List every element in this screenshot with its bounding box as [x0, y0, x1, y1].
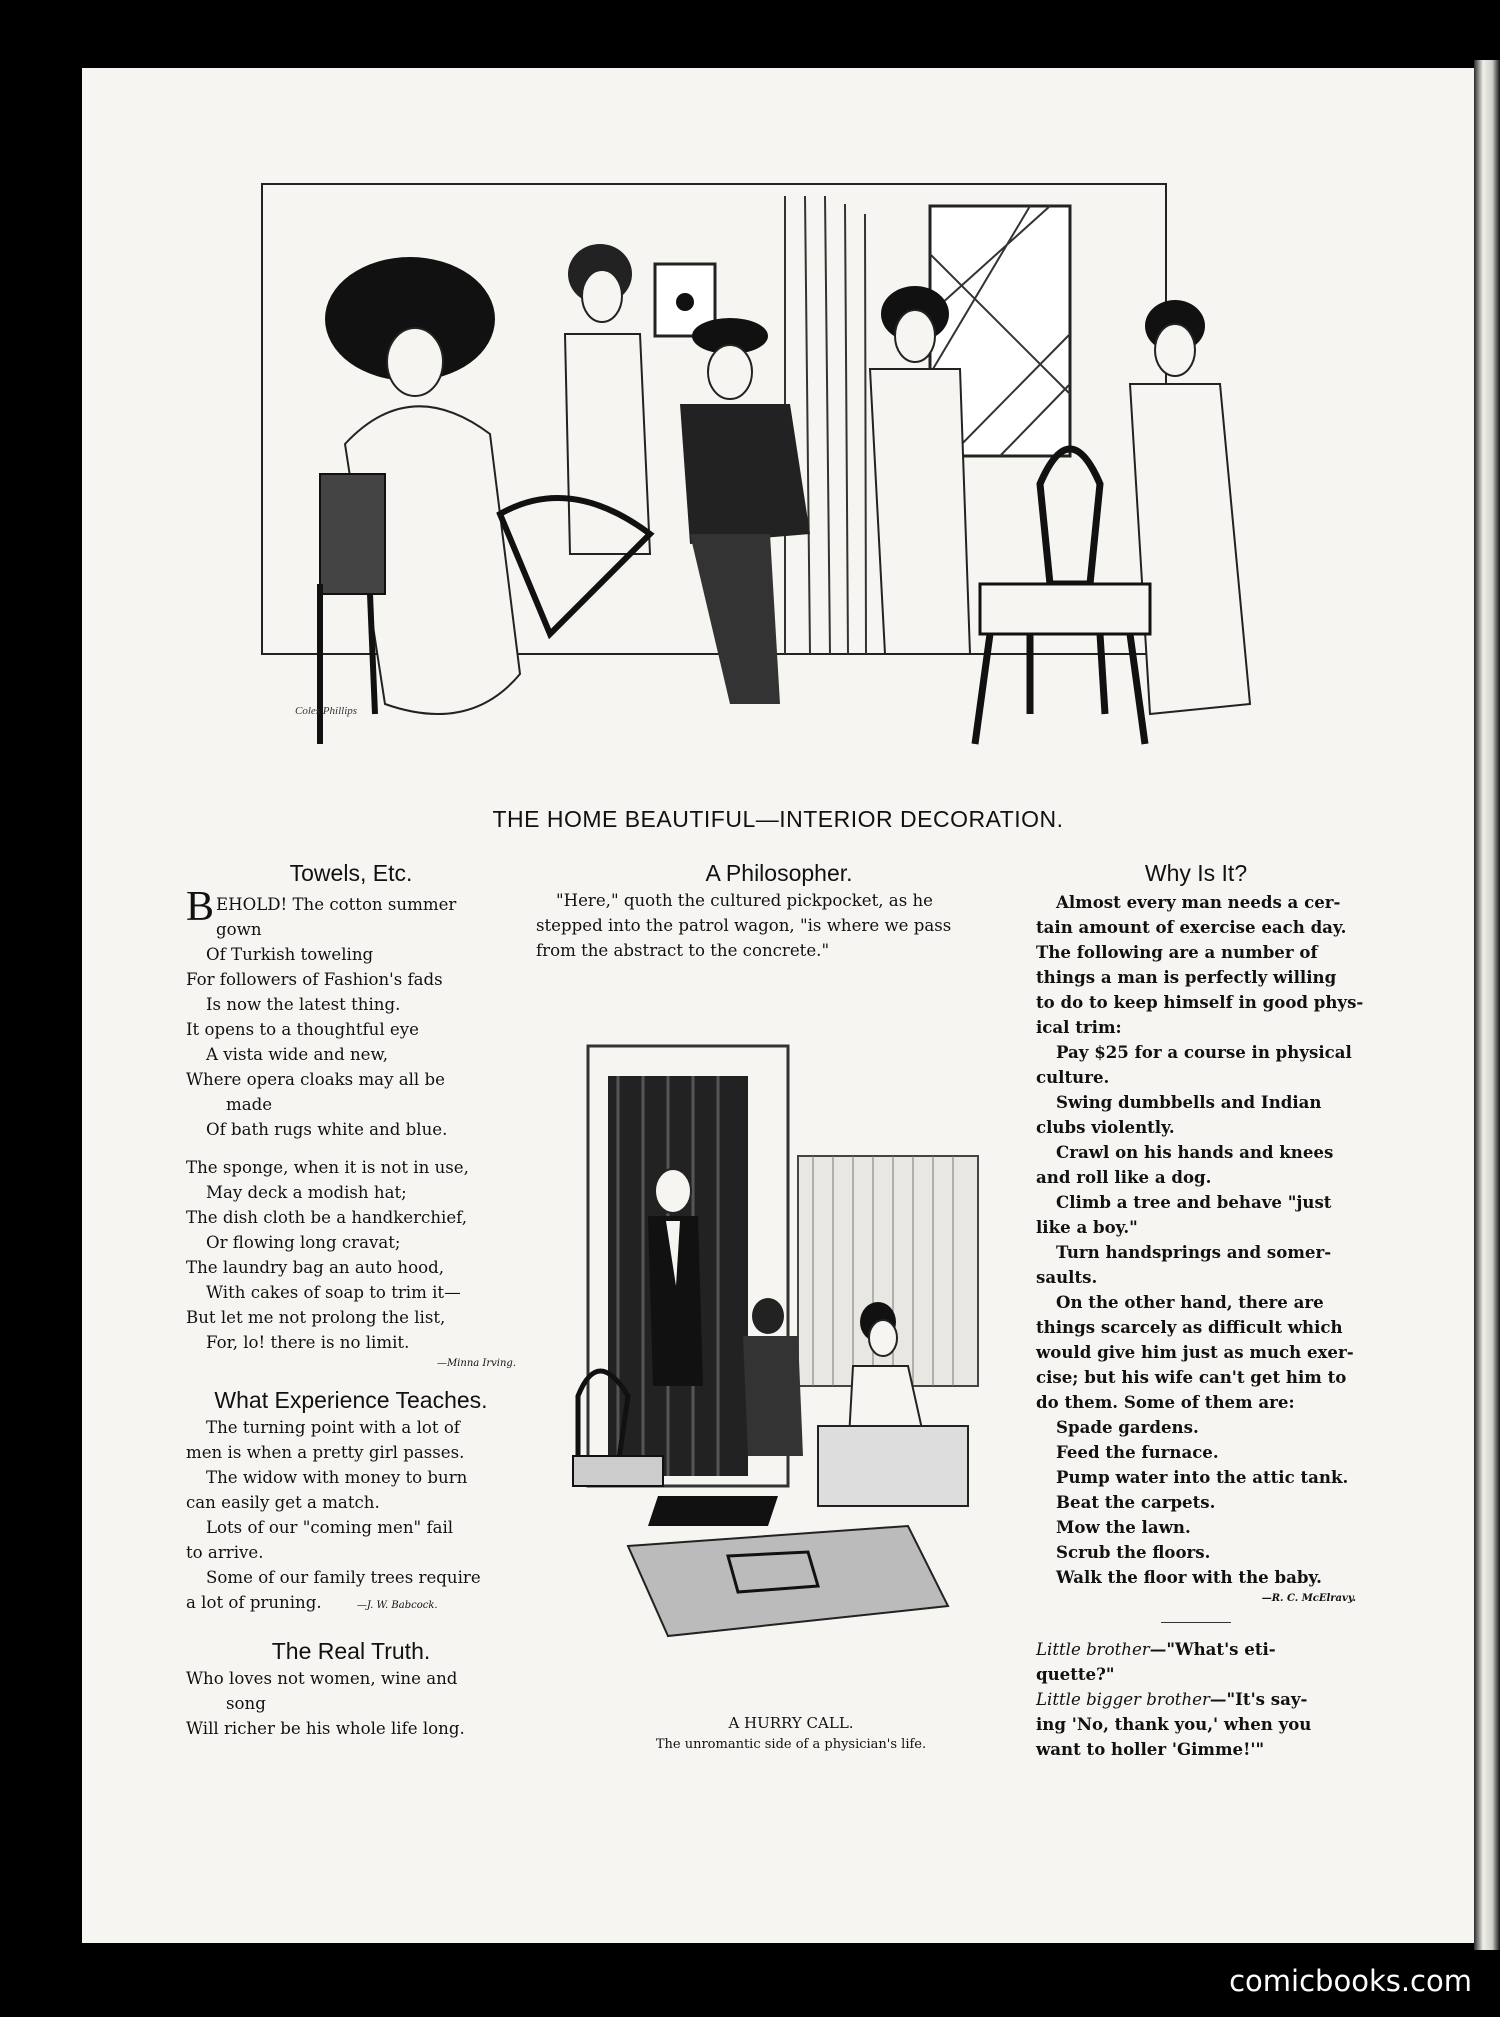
text-line: like a boy." — [1036, 1217, 1138, 1237]
poem-line: made — [226, 1095, 273, 1114]
page-binding-edge — [1474, 60, 1500, 1950]
text-line: Lots of our "coming men" fail — [206, 1518, 454, 1537]
poem-line: The dish cloth be a handkerchief, — [186, 1208, 467, 1227]
text-line: Climb a tree and behave "just — [1056, 1192, 1332, 1212]
text-line: Walk the floor with the baby. — [1056, 1567, 1322, 1587]
text-line: clubs violently. — [1036, 1117, 1175, 1137]
poem-line: Of bath rugs white and blue. — [206, 1120, 448, 1139]
text-line: —"What's eti- — [1149, 1639, 1276, 1659]
text-line: Will richer be his whole life long. — [186, 1719, 465, 1738]
text-line: tain amount of exercise each day. — [1036, 917, 1347, 937]
left-column — [186, 858, 516, 1741]
poem-line: May deck a modish hat; — [206, 1183, 407, 1202]
text-line: saults. — [1036, 1267, 1098, 1287]
poem-line: For followers of Fashion's fads — [186, 970, 443, 989]
text-line: Some of our family trees require — [206, 1568, 481, 1587]
site-watermark: comicbooks.com — [1229, 1964, 1472, 1998]
text-line: On the other hand, there are — [1056, 1292, 1324, 1312]
text-line: ical trim: — [1036, 1017, 1122, 1037]
hurry-call-title: A HURRY CALL. — [728, 1714, 854, 1732]
top-illustration-caption: THE HOME BEAUTIFUL—INTERIOR DECORATION. — [492, 806, 1064, 832]
poem-line: But let me not prolong the list, — [186, 1308, 446, 1327]
text-line: can easily get a match. — [186, 1493, 380, 1512]
why-is-it-title: Why Is It? — [1144, 860, 1248, 886]
text-line: from the abstract to the concrete." — [536, 941, 830, 960]
text-line: Who loves not women, wine and — [186, 1669, 458, 1688]
right-column — [1036, 858, 1364, 1762]
text-line: Spade gardens. — [1056, 1417, 1199, 1437]
hurry-call-caption — [548, 1713, 1034, 1755]
poem-line: With cakes of soap to trim it— — [206, 1283, 461, 1302]
text-line: stepped into the patrol wagon, "is where we pass — [536, 916, 952, 935]
interior-decoration-illustration — [170, 114, 1328, 782]
text-line: Almost every man needs a cer- — [1056, 892, 1341, 912]
text-line: Beat the carpets. — [1056, 1492, 1216, 1512]
text-line: want to holler 'Gimme!'" — [1036, 1739, 1265, 1759]
text-line: Feed the furnace. — [1056, 1442, 1219, 1462]
center-column — [536, 858, 1022, 963]
poem-line: For, lo! there is no limit. — [206, 1333, 410, 1352]
hurry-call-illustration — [548, 986, 1034, 1686]
text-line: The turning point with a lot of — [206, 1418, 460, 1437]
philosopher-title: A Philosopher. — [705, 860, 853, 886]
scan-border-left — [0, 0, 82, 2017]
text-line: Turn handsprings and somer- — [1056, 1242, 1332, 1262]
text-line: The widow with money to burn — [206, 1468, 468, 1487]
poem-line: It opens to a thoughtful eye — [186, 1020, 419, 1039]
text-line: song — [226, 1694, 266, 1713]
text-line: The following are a number of — [1036, 942, 1318, 962]
poem-line: Or flowing long cravat; — [206, 1233, 401, 1252]
text-line: to arrive. — [186, 1543, 264, 1562]
text-line: to do to keep himself in good phys- — [1036, 992, 1364, 1012]
why-is-it-author: —R. C. McElravy. — [1261, 1593, 1356, 1604]
text-line: a lot of pruning. — [186, 1593, 322, 1612]
artist-signature: Coles Phillips — [295, 705, 358, 717]
text-line: things a man is perfectly willing — [1036, 967, 1337, 987]
towels-drop-cap: B — [186, 884, 215, 930]
text-line: Pay $25 for a course in physical — [1056, 1042, 1352, 1062]
text-line: ing 'No, thank you,' when you — [1036, 1714, 1312, 1734]
text-line: Mow the lawn. — [1056, 1517, 1191, 1537]
text-line: quette?" — [1036, 1664, 1115, 1684]
text-line: men is when a pretty girl passes. — [186, 1443, 465, 1462]
towels-author: —Minna Irving. — [436, 1358, 516, 1369]
text-line: Scrub the floors. — [1056, 1542, 1211, 1562]
text-line: and roll like a dog. — [1036, 1167, 1212, 1187]
poem-line: The laundry bag an auto hood, — [186, 1258, 444, 1277]
text-line: would give him just as much exer- — [1036, 1342, 1354, 1362]
real-truth-title: The Real Truth. — [271, 1638, 431, 1664]
poem-line: EHOLD! The cotton summer — [216, 895, 457, 914]
text-line: Crawl on his hands and knees — [1056, 1142, 1334, 1162]
experience-title: What Experience Teaches. — [214, 1387, 488, 1413]
text-line: "Here," quoth the cultured pickpocket, as he — [556, 891, 933, 910]
text-line: things scarcely as difficult which — [1036, 1317, 1343, 1337]
experience-author: —J. W. Babcock. — [356, 1600, 438, 1611]
hurry-call-subtitle: The unromantic side of a physician's life. — [655, 1737, 927, 1752]
poem-line: Of Turkish toweling — [206, 945, 374, 964]
text-line: cise; but his wife can't get him to — [1036, 1367, 1347, 1387]
text-line: —"It's say- — [1209, 1689, 1308, 1709]
scan-border-top — [0, 0, 1500, 68]
poem-line: gown — [216, 920, 262, 939]
speaker-label: Little brother — [1036, 1640, 1150, 1659]
poem-line: The sponge, when it is not in use, — [186, 1158, 469, 1177]
divider — [1161, 1622, 1231, 1623]
text-line: Pump water into the attic tank. — [1056, 1467, 1349, 1487]
speaker-label: Little bigger brother — [1036, 1690, 1210, 1709]
text-line: Swing dumbbells and Indian — [1056, 1092, 1322, 1112]
text-line: culture. — [1036, 1067, 1110, 1087]
poem-line: Where opera cloaks may all be — [186, 1070, 445, 1089]
poem-line: Is now the latest thing. — [206, 995, 401, 1014]
towels-title: Towels, Etc. — [289, 860, 413, 886]
text-line: do them. Some of them are: — [1036, 1392, 1295, 1412]
poem-line: A vista wide and new, — [206, 1045, 389, 1064]
